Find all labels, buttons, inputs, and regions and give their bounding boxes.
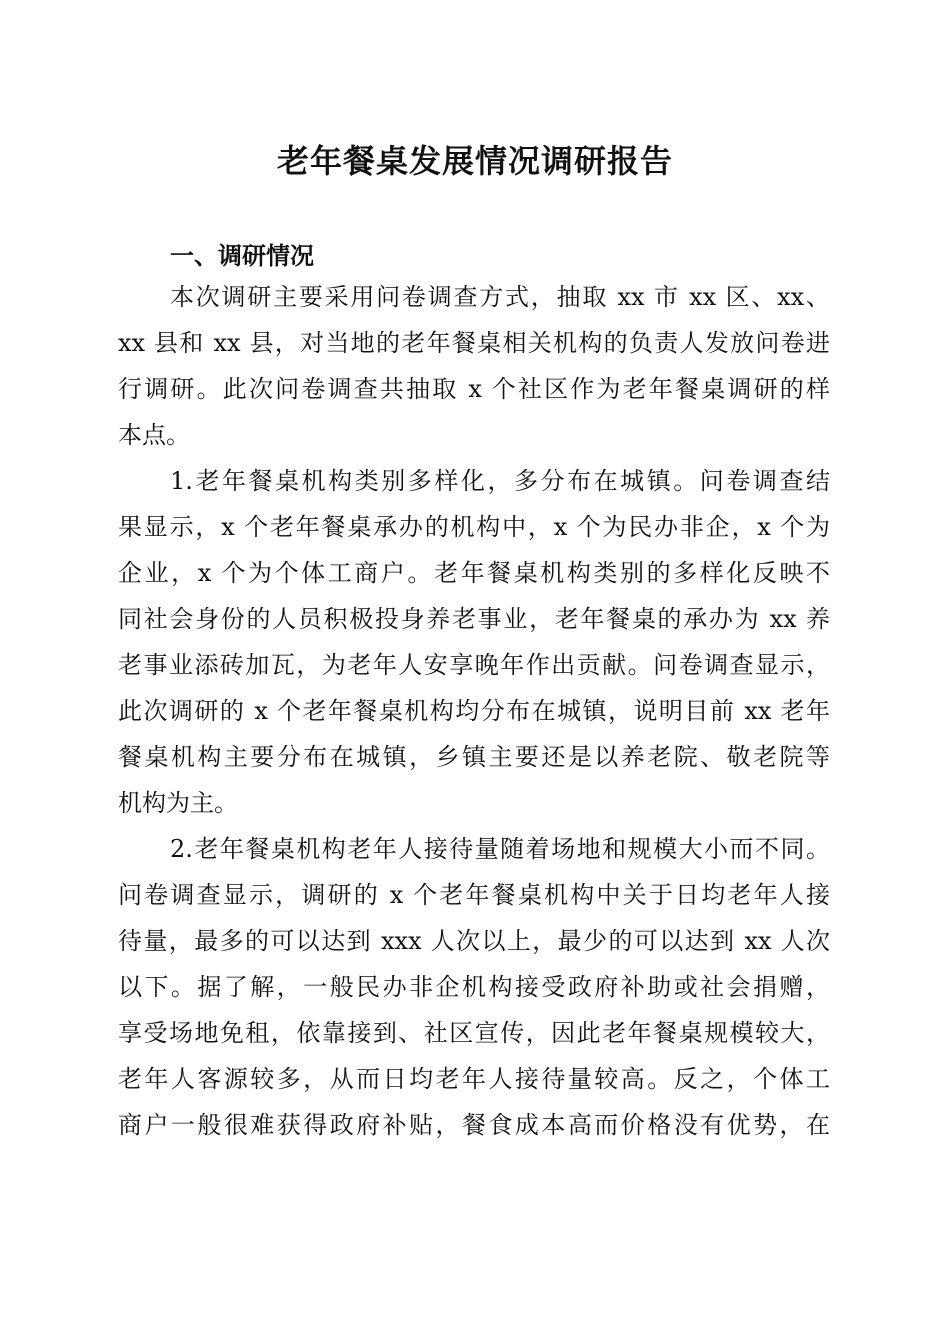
document-title: 老年餐桌发展情况调研报告 bbox=[276, 142, 673, 180]
paragraph-line: 此次调研的 x 个老年餐桌机构均分布在城镇，说明目前 xx 老年 bbox=[118, 697, 830, 725]
document-body bbox=[118, 280, 830, 1154]
paragraph-line: xx 县和 xx 县，对当地的老年餐桌相关机构的负责人发放问卷进 bbox=[118, 329, 830, 357]
paragraph-line: 果显示，x 个老年餐桌承办的机构中，x 个为民办非企，x 个为 bbox=[118, 513, 830, 541]
paragraph-line: 1.老年餐桌机构类别多样化，多分布在城镇。问卷调查结 bbox=[170, 467, 830, 495]
paragraph-line: 本点。 bbox=[118, 421, 190, 449]
paragraph-line: 机构为主。 bbox=[118, 789, 238, 817]
paragraph-line: 问卷调查显示，调研的 x 个老年餐桌机构中关于日均老年人接 bbox=[118, 881, 830, 909]
paragraph-line: 2.老年餐桌机构老年人接待量随着场地和规模大小而不同。 bbox=[170, 835, 830, 863]
paragraph-line: 餐桌机构主要分布在城镇，乡镇主要还是以养老院、敬老院等 bbox=[118, 743, 830, 771]
paragraph-line: 企业，x 个为个体工商户。老年餐桌机构类别的多样化反映不 bbox=[118, 559, 830, 587]
paragraph-line: 商户一般很难获得政府补贴，餐食成本高而价格没有优势，在 bbox=[118, 1111, 830, 1139]
paragraph-line: 同社会身份的人员积极投身养老事业，老年餐桌的承办为 xx 养 bbox=[118, 605, 830, 633]
paragraph bbox=[118, 280, 830, 464]
paragraph bbox=[118, 464, 830, 832]
paragraph-line: 以下。据了解，一般民办非企机构接受政府补助或社会捐赠， bbox=[118, 973, 830, 1001]
paragraph-line: 本次调研主要采用问卷调查方式，抽取 xx 市 xx 区、xx、 bbox=[170, 283, 830, 311]
paragraph-line: 行调研。此次问卷调查共抽取 x 个社区作为老年餐桌调研的样 bbox=[118, 375, 830, 403]
paragraph-line: 老事业添砖加瓦，为老年人安享晚年作出贡献。问卷调查显示， bbox=[118, 651, 830, 679]
section-heading: 一、调研情况 bbox=[170, 242, 314, 270]
paragraph bbox=[118, 832, 830, 1154]
paragraph-line: 享受场地免租，依靠接到、社区宣传，因此老年餐桌规模较大， bbox=[118, 1019, 830, 1047]
paragraph-line: 待量，最多的可以达到 xxx 人次以上，最少的可以达到 xx 人次 bbox=[118, 927, 830, 955]
paragraph-line: 老年人客源较多，从而日均老年人接待量较高。反之，个体工 bbox=[118, 1065, 830, 1093]
